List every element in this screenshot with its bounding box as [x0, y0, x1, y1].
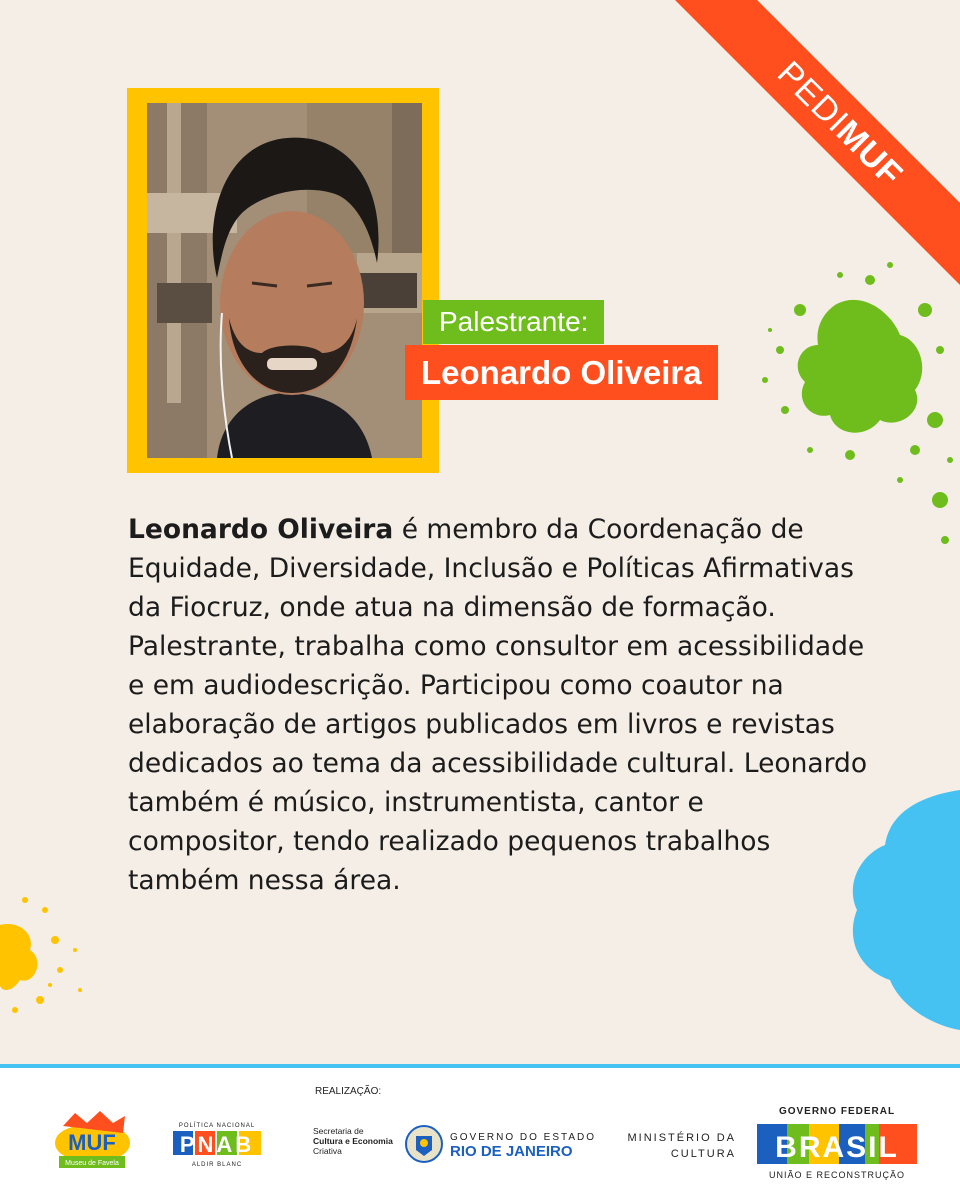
pnab-logo [170, 1120, 265, 1168]
green-splash-decoration [740, 250, 960, 550]
realizacao-label: REALIZAÇÃO: [315, 1086, 382, 1097]
ribbon-suffix: MUF [829, 112, 911, 194]
pnab-bottom-text: ALDIR BLANC [191, 1162, 243, 1168]
brasil-wordmark [757, 1122, 917, 1166]
governo-federal-logo [757, 1106, 917, 1186]
bio-name: Leonardo Oliveira [128, 514, 394, 545]
gov-br-bottom: UNIÃO E RECONSTRUÇÃO [768, 1170, 905, 1180]
secretaria-cultura-logo [313, 1126, 403, 1156]
muf-logo-name: MUF [68, 1130, 116, 1155]
ministerio-cultura-logo [626, 1130, 736, 1162]
muf-logo-subtitle: Museu de Favela [65, 1160, 119, 1167]
muf-logo [45, 1108, 140, 1178]
gov-br-top: GOVERNO FEDERAL [778, 1106, 896, 1117]
sponsor-footer [0, 1064, 960, 1200]
minc-line2: CULTURA [670, 1148, 736, 1160]
bio-text: é membro da Coordenação de Equidade, Diversidade, Inclusão e Políticas Afirmativas da Fiocruz, onde atua na dimensão de formação. Palestrante, trabalha como consultor em acessibilidade e em audiodescrição. Participou como coautor na elaboração de artigos publicados em livros e revistas dedicados ao tema da acessibilidade cultural. Leonardo também é músico, instrumentista, cantor e compositor, tendo realizado pequenos trabalhos também nessa área. [128, 514, 868, 896]
gov-rj-line2: RIO DE JANEIRO [450, 1143, 573, 1160]
speaker-name-label: Leonardo Oliveira [405, 345, 718, 400]
gov-br-name: BRASIL [775, 1131, 899, 1164]
pnab-name: PNAB [179, 1132, 255, 1157]
gov-rj-line1: GOVERNO DO ESTADO [450, 1132, 597, 1143]
secretaria-line3: Criativa [313, 1146, 342, 1156]
governo-rj-logo [404, 1118, 604, 1170]
speaker-portrait-image [147, 103, 422, 458]
speaker-photo [147, 103, 422, 458]
pnab-top-text: POLÍTICA NACIONAL [178, 1123, 256, 1129]
ribbon-prefix: PEDI [770, 53, 857, 140]
speaker-bio [128, 510, 868, 900]
speaker-role-label: Palestrante: [423, 300, 604, 344]
yellow-splash-decoration [0, 880, 110, 1020]
minc-line1: MINISTÉRIO DA [627, 1132, 736, 1144]
secretaria-line1: Secretaria de [313, 1126, 364, 1136]
photo-frame [127, 88, 439, 473]
ribbon-text [770, 54, 911, 195]
secretaria-line2: Cultura e Economia [313, 1136, 393, 1146]
